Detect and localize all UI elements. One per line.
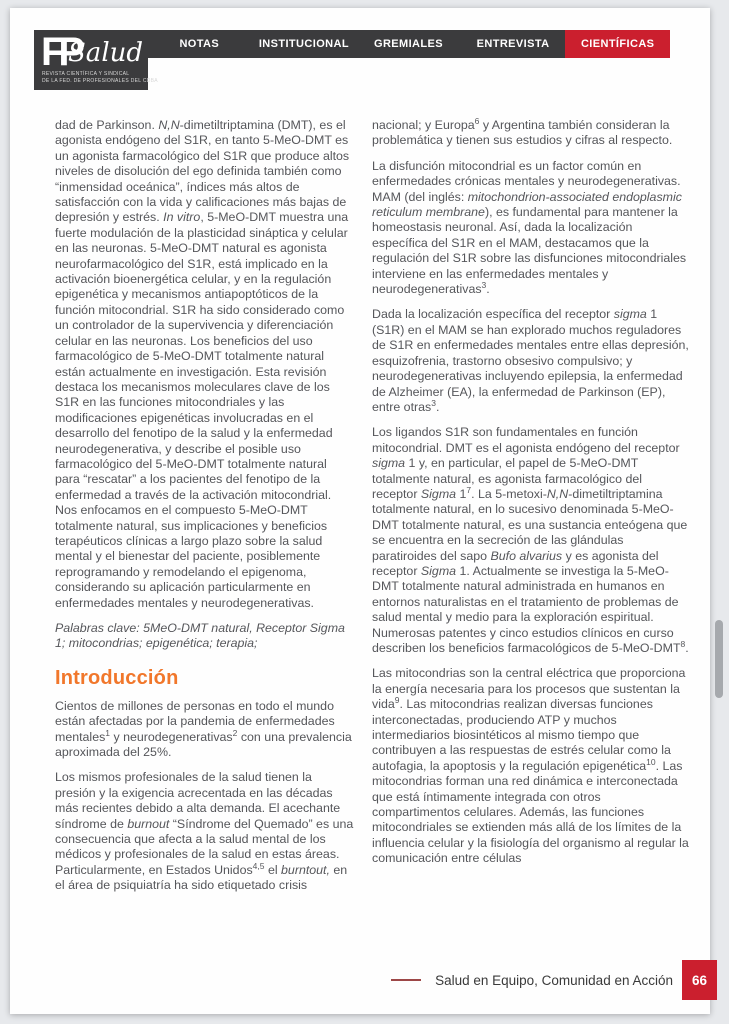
footer-tagline: Salud en Equipo, Comunidad en Acción (435, 972, 673, 988)
right-column (372, 115, 690, 904)
section-heading: Introducción (55, 666, 179, 689)
intro-paragraph-3: nacional; y Europa$^6$ y Argentina también consideran la problemática y tienen sus estudios y cifras al respecto. (372, 115, 673, 148)
logo-tagline-line2: DE LA FED. DE PROFESIONALES DEL CDBA (42, 77, 158, 84)
left-column (55, 118, 355, 904)
logo-tagline (42, 71, 158, 86)
article-content (55, 115, 690, 904)
nav-tab-notas[interactable]: NOTAS (179, 38, 220, 50)
nav-tab-entrevista[interactable]: ENTREVISTA (476, 38, 550, 50)
footer-rule (391, 979, 421, 981)
intro-paragraph-6: Los ligandos S1R son fundamentales en función mitocondrial. DMT es el agonista endógeno del receptor sigma 1 y, en particular, el papel de 5-MeO-DMT totalmente natural, es agonista farmacológico del receptor Sigma $1^7$. La 5-metoxi-N,N-dimetiltriptamina totalmente natural, en lo sucesivo denominada 5-MeO-DMT totalmente natural, es una sustancia enteógena que se encuentra en la secreción de las glándulas paratiroides del sapo Bufo alvarius y es agonista del receptor Sigma 1. Actualmente se investiga la 5-MeO-DMT totalmente natural administrada en humanos en entornos naturalistas en el tratamiento de problemas de salud mental y medio para la exploración espiritual. Numerosas patentes y cinco estudios clínicos en curso describen los beneficios farmacológicos de 5-MeO-DMT$^8$. (372, 425, 689, 655)
logo-fp-monogram: FP (41, 30, 79, 74)
journal-logo (34, 30, 158, 90)
logo-script-text: Salud (68, 38, 144, 68)
intro-paragraph-1: Cientos de millones de personas en todo el mundo están afectadas por la pandemia de enfermedades mentales$^1$ y neurodegenerativas$^2$ con una prevalencia aproximada del 25%. (55, 698, 352, 760)
nav-tabs (147, 30, 670, 58)
scrollbar-thumb[interactable] (715, 620, 723, 698)
logo-tagline-line1: REVISTA CIENTÍFICA Y SINDICAL (42, 70, 130, 77)
nav-tab-gremiales[interactable]: GREMIALES (373, 38, 443, 50)
magazine-page (10, 8, 710, 1014)
intro-paragraph-7: Las mitocondrias son la central eléctrica que proporciona la energía necesaria para los procesos que sustentan la vida$^9$. Las mitocondrias realizan diversas funciones interconectadas, produciendo ATP y muchos intermediarios biosintéticos al mismo tiempo que contribuyen a las respuestas de estrés celular como la autofagia, la apoptosis y la regulación epigenética$^{10}$. Las mitocondrias forman una red dinámica e interconectada que está íntimamente integrada con otros compartimentos celulares. Además, las funciones mitocondriales se extienden más allá de los límites de la influencia celular y la fisiología del organismo al regular la comunicación entre células (372, 666, 689, 866)
intro-paragraph-5: Dada la localización específica del receptor sigma 1 (S1R) en el MAM se han explorado muchos reguladores de S1R en enfermedades mentales entre ellas depresión, esquizofrenia, trastorno obsesivo compulsivo; y neurodegenerativas incluyendo epilepsia, la enfermedad de Alzheimer (EA), la enfermedad de Parkinson (EP), entre otras$^3$. (372, 307, 689, 414)
intro-paragraph-4: La disfunción mitocondrial es un factor común en enfermedades crónicas mentales y neurodegenerativas. MAM (del inglés: mitochondrion-associated endoplasmic reticulum membrane), es fundamental para mantener la homeostasis neuronal. Así, dada la localización específica del S1R en el MAM, destacamos que la regulación del S1R sobre las disfunciones mitocondriales interviene en las enfermedades mentales y neurodegenerativas$^3$. (372, 158, 687, 297)
intro-paragraph-2: Los mismos profesionales de la salud tienen la presión y la exigencia acrecentada en las décadas más recientes debido a alta demanda. El acechante síndrome de burnout “Síndrome del Quemado” es una consecuencia que afecta a la salud mental de los médicos y profesionales de la salud en estas áreas. Particularmente, en Estados Unidos$^{4,5}$ el burntout, en el área de psiquiatría ha sido etiquetado crisis (55, 770, 354, 893)
nav-tab-institucional[interactable]: INSTITUCIONAL (258, 38, 349, 50)
page-footer (391, 960, 710, 1000)
page-number-badge: 66 (682, 960, 717, 1000)
abstract-paragraph: dad de Parkinson. N,N-dimetiltriptamina (DMT), es el agonista endógeno del S1R, en tanto 5-MeO-DMT es un agonista farmacológico del S1R que produce altos niveles de disolución del ego definida también como “inmensidad oceánica”, índices más altos de satisfacción con la vida y calificaciones más bajas de depresión y estrés. In vitro, 5-MeO-DMT muestra una fuerte modulación de la plasticidad sináptica y celular en las neuronas. 5-MeO-DMT natural es agonista neurofarmacológico del S1R, está implicado en la activación bioenergética celular, y en la regulación epigenética y mecanismos antiapoptóticos de la función mitocondrial. S1R ha sido considerado como un controlador de la supervivencia y diferenciación celular en las neuronas. Los beneficios del uso farmacológico de 5-MeO-DMT totalmente natural están actualmente en investigación. Esta revisión destaca los mecanismos moleculares clave de los S1R en las funciones mitocondriales y las modificaciones epigenéticas involucradas en el desarrollo del fenotipo de la salud y la enfermedad neurodegenerativa, y describe el posible uso farmacológico del 5-MeO-DMT totalmente natural para “rescatar” a los pacientes del fenotipo de la enfermedad a través de la activación mitocondrial. Nos enfocamos en el compuesto 5-MeO-DMT totalmente natural, sus implicaciones y beneficios terapéuticos clínicas a largo plazo sobre la salud mental y el bienestar del paciente, posiblemente reprogramando y remodelando el epigenoma, considerando su aplicación particularmente en enfermedades mentales y neurodegenerativas. (55, 118, 350, 610)
keywords-paragraph: Palabras clave: 5MeO-DMT natural, Receptor Sigma 1; mitocondrias; epigenética; terapia; (55, 621, 345, 651)
nav-tab-cientificas[interactable]: CIENTÍFICAS (565, 30, 670, 58)
